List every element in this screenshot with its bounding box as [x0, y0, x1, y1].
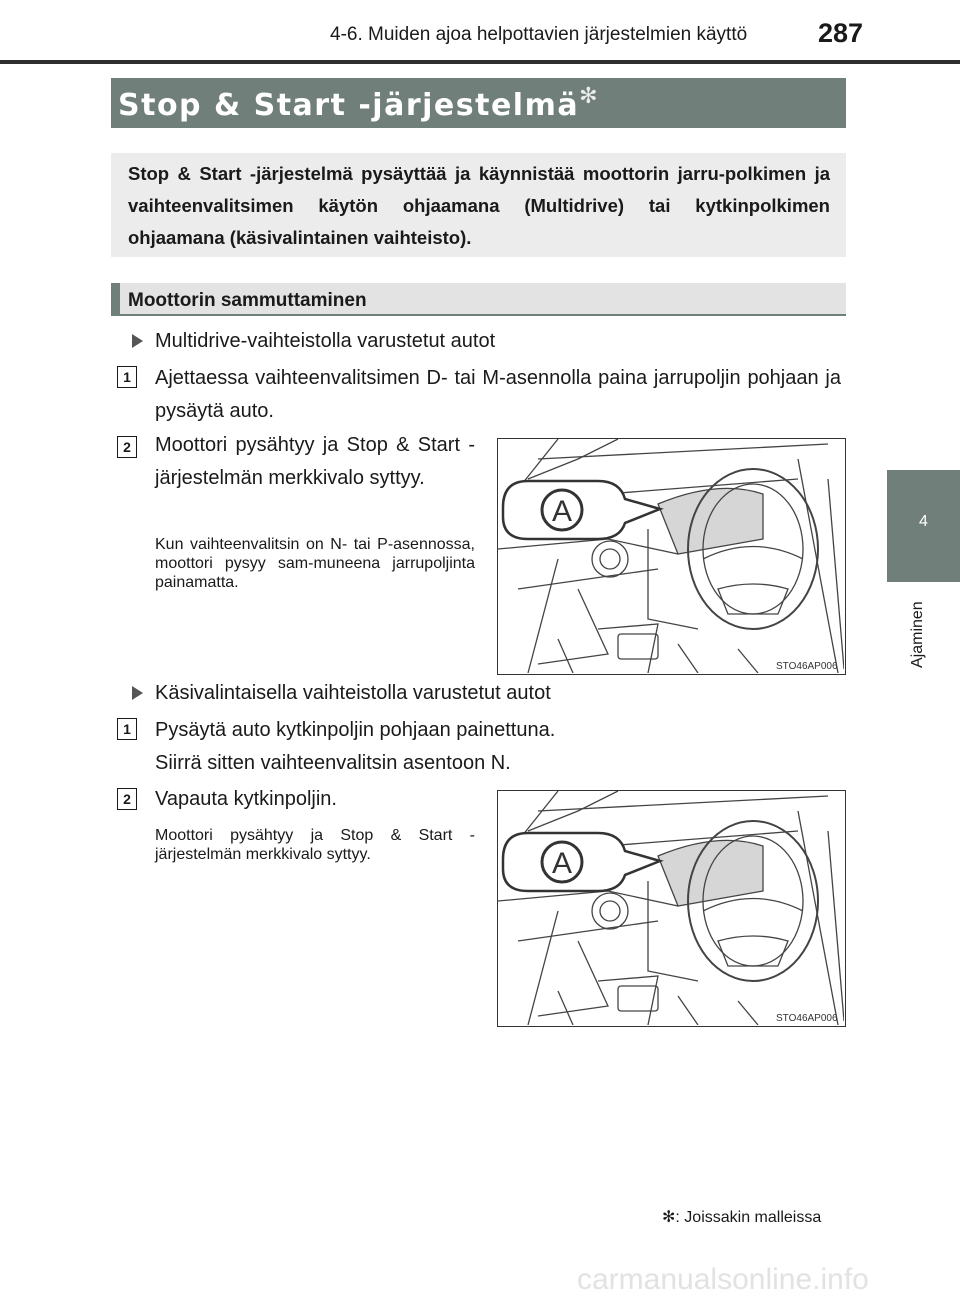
- running-header: 4-6. Muiden ajoa helpottavien järjestelmien käyttö: [330, 24, 748, 45]
- bullet-text: Käsivalintaisella vaihteistolla varustetut autot: [155, 682, 551, 704]
- footnote: [662, 1207, 821, 1227]
- callout-letter: A: [551, 495, 573, 528]
- page-title-text: Stop & Start -järjestelmä: [118, 88, 580, 123]
- dashboard-illustration: [497, 790, 846, 1027]
- step-text: Vapauta kytkinpoljin.: [155, 788, 337, 810]
- step-number: 1: [117, 366, 137, 388]
- dashboard-drawing: [498, 791, 844, 1025]
- watermark: carmanualsonline.info: [577, 1263, 869, 1296]
- step-text-line: Pysäytä auto kytkinpoljin pohjaan painettuna.: [155, 719, 556, 741]
- triangle-bullet-icon: [132, 686, 143, 700]
- footnote-text: : Joissakin malleissa: [675, 1209, 822, 1226]
- callout-letter: A: [551, 847, 573, 880]
- bullet-manual: [132, 682, 551, 705]
- step-text: Ajettaessa vaihteenvalitsimen D- tai M-asennolla paina jarrupoljin pohjaan ja pysäytä auto.: [155, 367, 841, 422]
- dashboard-drawing: [498, 439, 844, 673]
- figure-code: STO46AP006: [776, 661, 838, 672]
- step-number: 1: [117, 718, 137, 740]
- section-heading: Moottorin sammuttaminen: [128, 290, 367, 311]
- bullet-multidrive: [132, 330, 495, 353]
- bullet-text: Multidrive-vaihteistolla varustetut autot: [155, 330, 496, 352]
- step-text-line: Siirrä sitten vaihteenvalitsin asentoon N.: [155, 752, 511, 774]
- dashboard-illustration: [497, 438, 846, 675]
- triangle-bullet-icon: [132, 334, 143, 348]
- step-number: 2: [117, 788, 137, 810]
- step-text: Moottori pysähtyy ja Stop & Start -järjestelmän merkkivalo syttyy.: [155, 434, 475, 489]
- figure-code: STO46AP006: [776, 1013, 838, 1024]
- chapter-label: Ajaminen: [909, 601, 926, 668]
- page-number: 287: [818, 18, 864, 48]
- page-title: [118, 84, 599, 123]
- intro-text: Stop & Start -järjestelmä pysäyttää ja käynnistää moottorin jarru-polkimen ja vaihteenvalitsimen käytön ohjaamana (Multidrive) tai kytkinpolkimen ohjaamana (käsivalintainen vaihteisto).: [128, 163, 830, 248]
- step-note: Moottori pysähtyy ja Stop & Start -järjestelmän merkkivalo syttyy.: [155, 827, 475, 863]
- step-text: [155, 714, 841, 780]
- title-asterisk: ✻: [579, 84, 600, 109]
- chapter-number: 4: [919, 513, 928, 530]
- header-rule: [0, 60, 960, 64]
- step-number: 2: [117, 436, 137, 458]
- step-note: Kun vaihteenvalitsin on N- tai P-asennossa, moottori pysyy sam-muneena jarrupoljinta painamatta.: [155, 536, 475, 591]
- footnote-asterisk: ✻: [662, 1209, 676, 1226]
